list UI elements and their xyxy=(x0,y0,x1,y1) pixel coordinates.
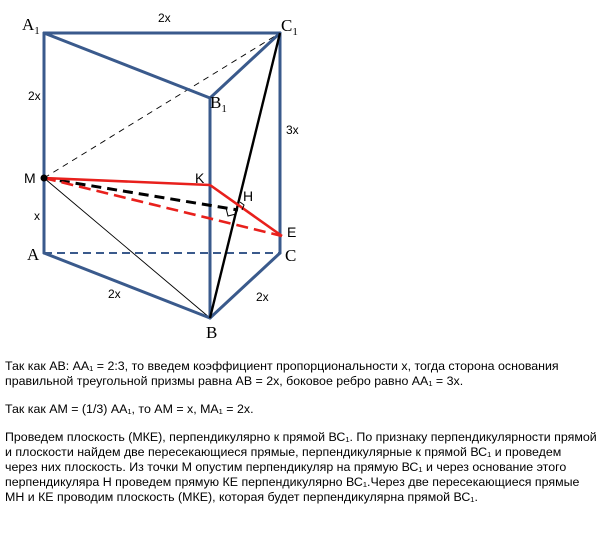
edge-b1-c1 xyxy=(210,33,280,98)
label-top-edge: 2x xyxy=(158,11,171,25)
diagonal-b-c1 xyxy=(210,33,280,318)
label-bottom-left: 2x xyxy=(108,287,121,301)
paragraph-am: Так как АМ = (1/3) АА₁, то АМ = х, МА₁ = 2х. xyxy=(5,402,254,416)
label-c: C xyxy=(285,246,297,265)
label-e: E xyxy=(287,224,297,240)
label-left-upper: 2x xyxy=(28,89,41,103)
label-m: M xyxy=(24,170,36,186)
label-left-lower: x xyxy=(34,209,40,223)
label-a: A xyxy=(27,245,40,264)
dashed-line-m-c1 xyxy=(44,33,280,178)
edge-a1-b1 xyxy=(44,33,210,98)
label-c1: $C_1$ xyxy=(281,16,298,38)
label-k: K xyxy=(195,170,205,186)
paragraph-plane: Проведем плоскость (МКЕ), перпендикулярно к прямой ВС₁. По признаку перпендикулярности прямой и плоскости найдем две пересекающиеся прямые, перпендикулярные к прямой ВС₁ и проведем через них плоскость. Из точки М опустим перпендикуляр на прямую ВС₁ и через основание этого перпендикуляра Н проведем прямую КЕ перпендикулярно ВС₁.Через две пересекающиеся прямые МН и КЕ проводим плоскость (МКЕ), которая будет перпендикулярна прямой ВС₁. xyxy=(5,430,597,504)
point-m xyxy=(41,175,48,182)
line-m-b xyxy=(44,178,210,318)
label-b: B xyxy=(206,323,218,342)
label-right-edge: 3x xyxy=(286,123,299,137)
label-h: H xyxy=(243,188,254,204)
paragraph-ratio: Так как АВ: АА₁ = 2:3, то введем коэффициент пропорциональности х, тогда сторона основания правильной треугольной призмы равна АВ = 2х, боковое ребро равно АА₁ = 3х. xyxy=(5,359,559,388)
label-bottom-right: 2x xyxy=(256,290,269,304)
solution-text xyxy=(5,359,597,518)
edge-b-c xyxy=(210,253,280,318)
red-dashed-line-m-e xyxy=(44,178,282,236)
label-a1: $A_1$ xyxy=(22,15,40,37)
label-b1: $B_1$ xyxy=(210,93,227,115)
edge-a-b xyxy=(44,253,210,318)
